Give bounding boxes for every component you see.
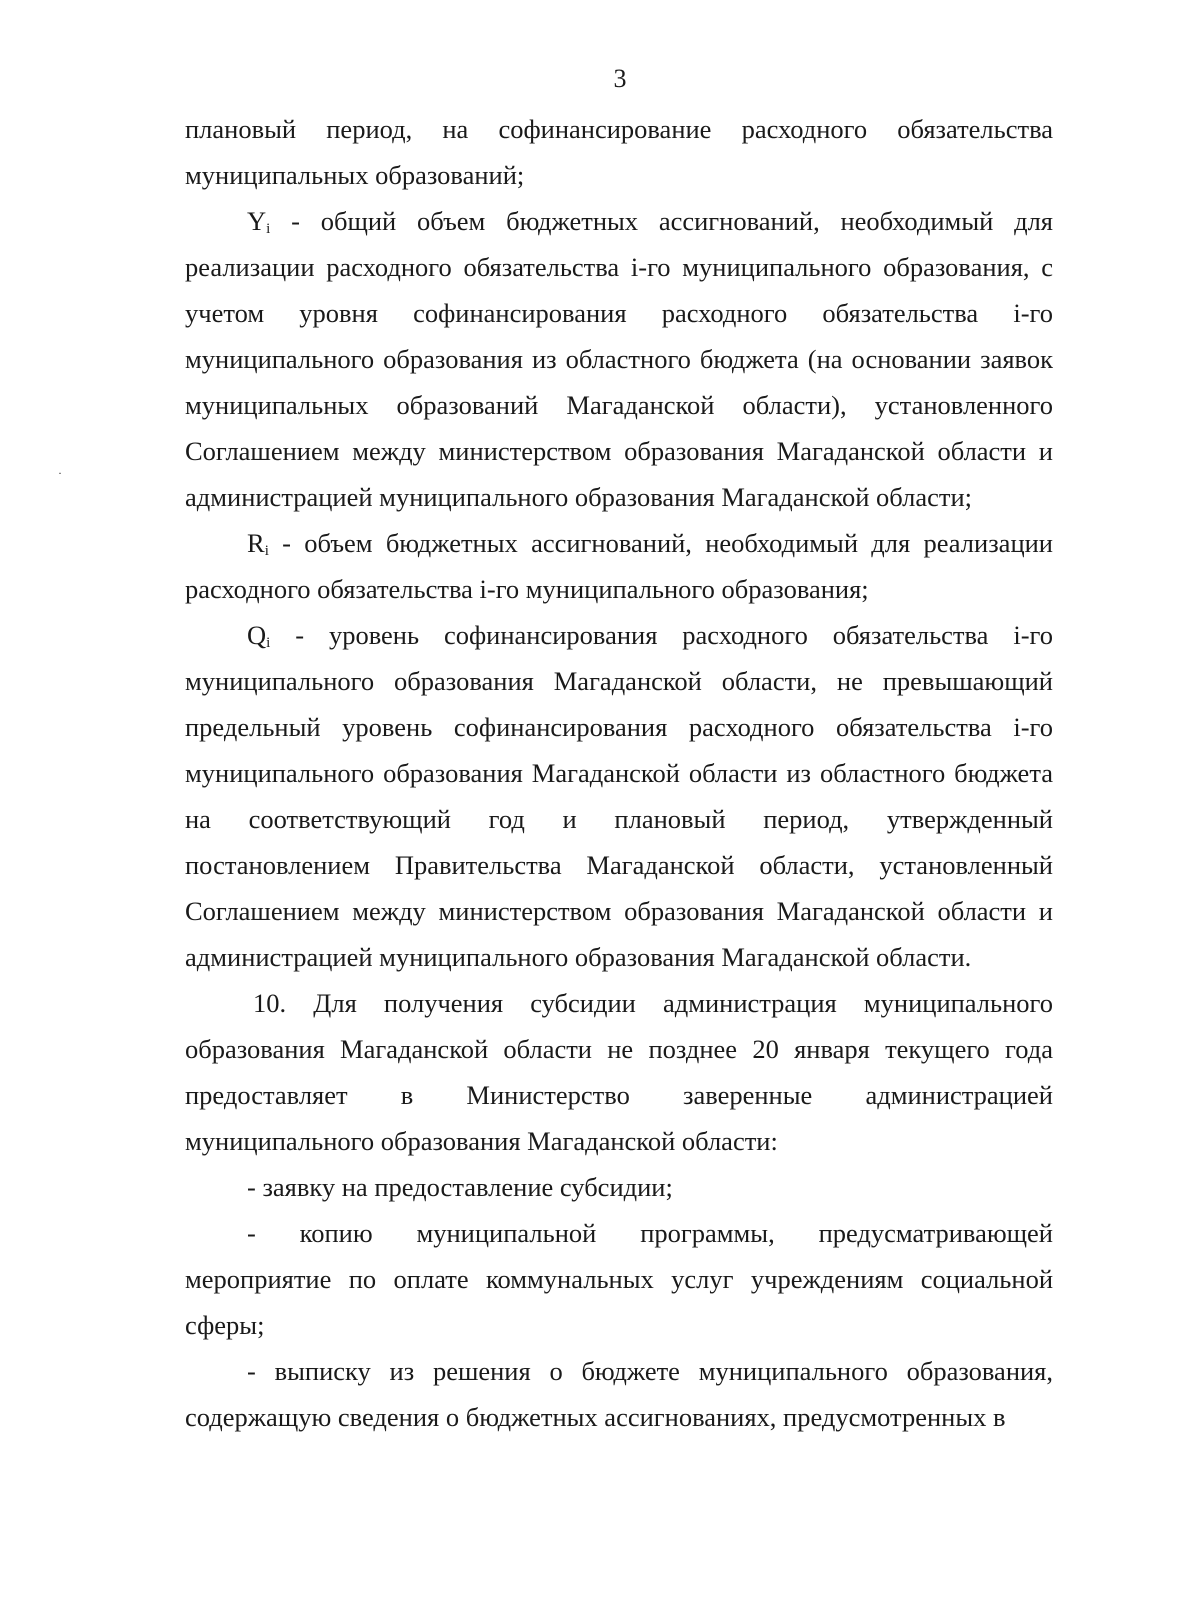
variable-yi: $Y_i$ bbox=[247, 206, 271, 237]
margin-mark: · bbox=[58, 466, 62, 480]
list-item-application: - заявку на предоставление субсидии; bbox=[247, 1172, 673, 1202]
page-number: 3 bbox=[613, 64, 627, 93]
paragraph-yi-definition bbox=[185, 198, 1053, 520]
variable-ri: $R_i$ bbox=[247, 528, 269, 559]
paragraph-ri-definition bbox=[185, 520, 1053, 612]
paragraph-qi-definition bbox=[185, 612, 1053, 980]
paragraph-item-10: 10. Для получения субсидии администрация муниципального образования Магаданской области не позднее 20 января текущего года предоставляет в Министерство заверенные администрацией муниципального образования Магаданской области: bbox=[185, 988, 1053, 1156]
qi-definition-text: - уровень софинансирования расходного обязательства i-го муниципального образования Магаданской области, не превышающий предельный уровень софинансирования расходного обязательства i-го муниципального образования Магаданской области из областного бюджета на соответствующий год и плановый период, утвержденный постановлением Правительства Магаданской области, установленный Соглашением между министерством образования Магаданской области и администрацией муниципального образования Магаданской области. bbox=[185, 620, 1053, 972]
paragraph-continuation: плановый период, на софинансирование расходного обязательства муниципальных образований; bbox=[185, 114, 1053, 190]
yi-definition-text: - общий объем бюджетных ассигнований, необходимый для реализации расходного обязательства i-го муниципального образования, с учетом уровня софинансирования расходного обязательства i-го муниципального образования из областного бюджета (на основании заявок муниципальных образований Магаданской области), установленного Соглашением между министерством образования Магаданской области и администрацией муниципального образования Магаданской области; bbox=[185, 206, 1053, 512]
ri-definition-text: - объем бюджетных ассигнований, необходимый для реализации расходного обязательства i-го муниципального образования; bbox=[185, 528, 1053, 604]
list-item-program-copy: - копию муниципальной программы, предусматривающей мероприятие по оплате коммунальных услуг учреждениям социальной сферы; bbox=[185, 1218, 1053, 1340]
document-body bbox=[185, 106, 1053, 1440]
list-item-budget-extract: - выписку из решения о бюджете муниципального образования, содержащую сведения о бюджетных ассигнованиях, предусмотренных в bbox=[185, 1356, 1053, 1432]
variable-qi: $Q_i$ bbox=[247, 620, 271, 651]
